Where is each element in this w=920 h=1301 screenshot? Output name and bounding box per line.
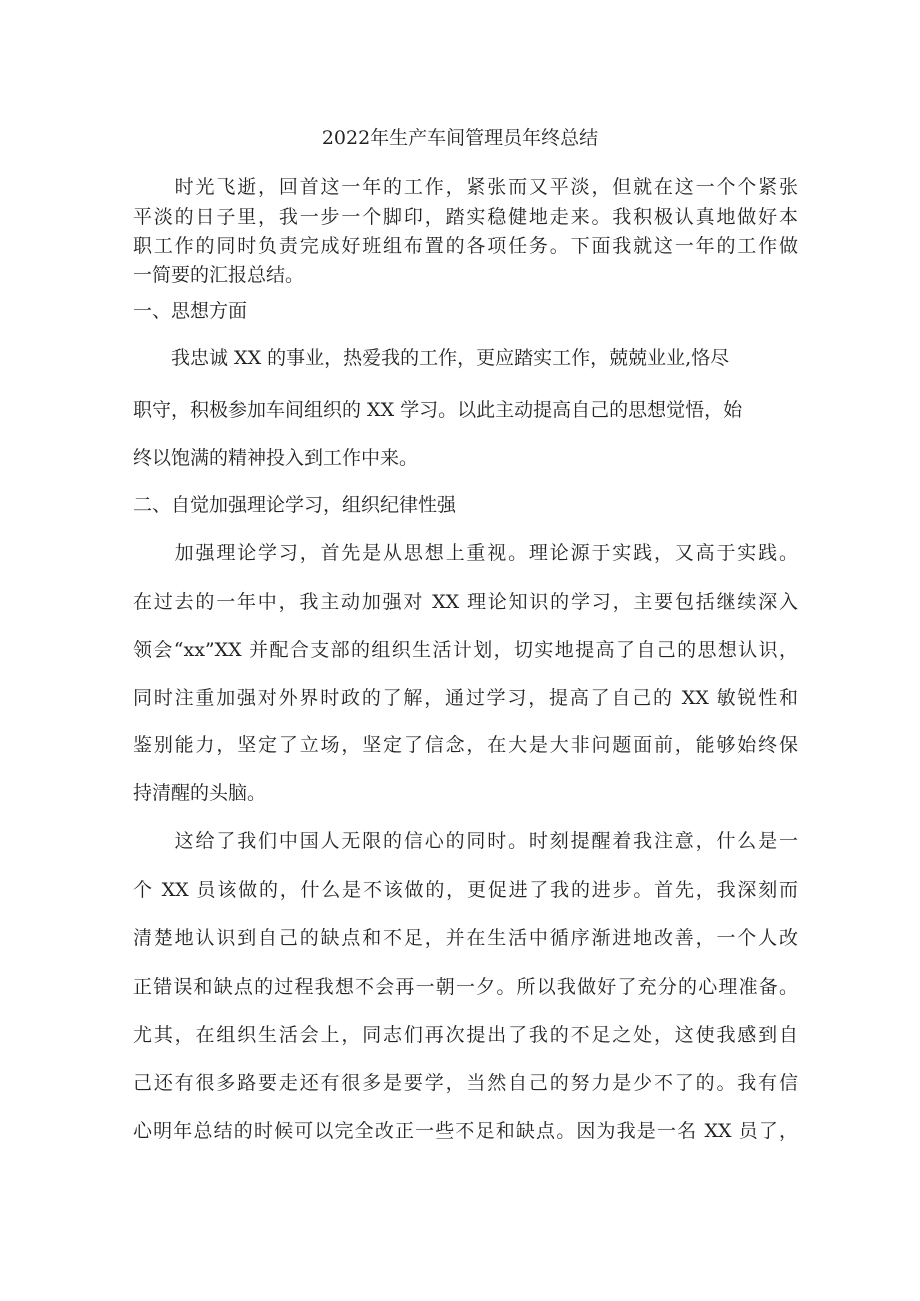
paragraph-line: 己还有很多路要走还有很多是要学，当然自己的努力是少不了的。我有信 [133,1072,798,1094]
section-heading: 二、自觉加强理论学习，组织纪律性强 [133,494,457,516]
paragraph-line: 我忠诚 XX 的事业，热爱我的工作，更应踏实工作，兢兢业业,恪尽 [133,347,730,369]
paragraph-line: 同时注重加强对外界时政的了解，通过学习，提高了自己的 XX 敏锐性和 [133,687,798,709]
paragraph-line: 清楚地认识到自己的缺点和不足，并在生活中循序渐进地改善，一个人改 [133,927,798,949]
paragraph-line: 一简要的汇报总结。 [133,264,305,286]
paragraph-line: 终以饱满的精神投入到工作中来。 [133,447,419,469]
paragraph-line: 持清醒的头脑。 [133,782,267,804]
paragraph-line: 平淡的日子里，我一步一个脚印，踏实稳健地走来。我积极认真地做好本 [133,206,798,228]
paragraph-line: 鉴别能力，坚定了立场，坚定了信念，在大是大非问题面前，能够始终保 [133,734,798,756]
paragraph-line: 加强理论学习，首先是从思想上重视。理论源于实践，又高于实践。 [133,542,798,564]
paragraph-line: 心明年总结的时候可以完全改正一些不足和缺点。因为我是一名 XX 员了， [133,1120,798,1142]
paragraph-line: 领会“xx”XX 并配合支部的组织生活计划，切实地提高了自己的思想认识， [133,639,798,661]
paragraph-line: 时光飞逝，回首这一年的工作，紧张而又平淡，但就在这一个个紧张 [133,176,798,198]
paragraph-line: 职守，积极参加车间组织的 XX 学习。以此主动提高自己的思想觉悟，始 [133,399,743,421]
paragraph-line: 在过去的一年中，我主动加强对 XX 理论知识的学习，主要包括继续深入 [133,591,798,613]
document-title: 2022年生产车间管理员年终总结 [321,127,599,149]
paragraph-line: 正错误和缺点的过程我想不会再一朝一夕。所以我做好了充分的心理准备。 [133,976,798,998]
paragraph-line: 职工作的同时负责完成好班组布置的各项任务。下面我就这一年的工作做 [133,235,798,257]
paragraph-line: 尤其，在组织生活会上，同志们再次提出了我的不足之处，这使我感到自 [133,1024,798,1046]
paragraph-line: 个 XX 员该做的，什么是不该做的，更促进了我的进步。首先，我深刻而 [133,879,798,901]
section-heading: 一、思想方面 [133,300,248,322]
paragraph-line: 这给了我们中国人无限的信心的同时。时刻提醒着我注意，什么是一 [133,830,798,852]
